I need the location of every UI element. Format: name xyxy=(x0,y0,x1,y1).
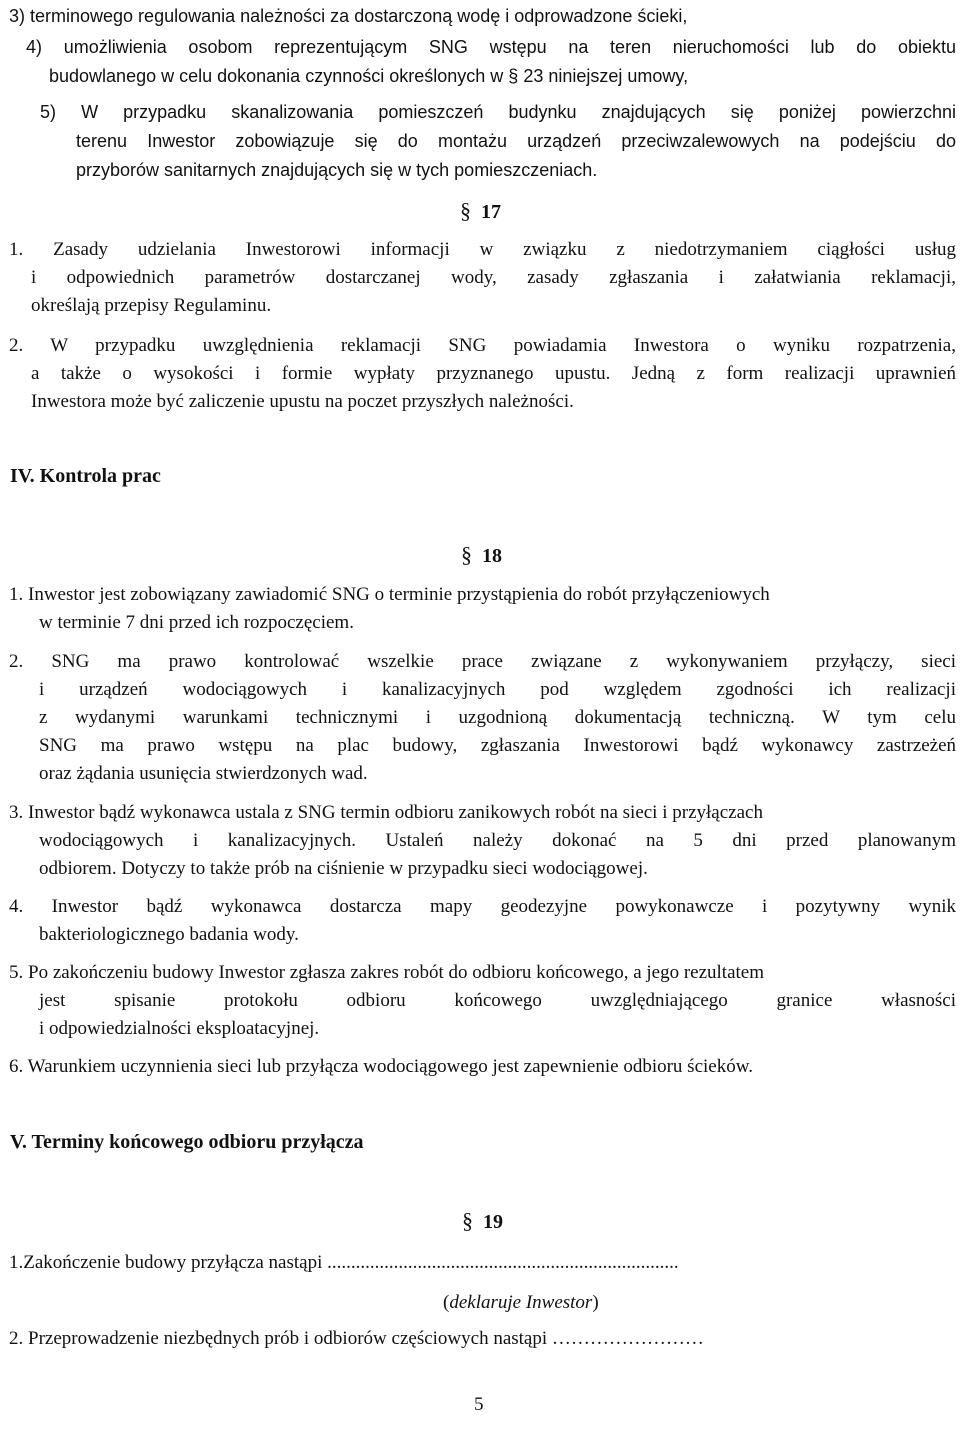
item-4-text-a: budowlanego w celu dokonania czynności określonych w xyxy=(49,66,504,86)
section-17-heading xyxy=(460,196,501,227)
s19-p1-note xyxy=(443,1288,599,1317)
s18-p2-line-3: z wydanymi warunkami technicznymi i uzgodnioną dokumentacją techniczną. W tym celu xyxy=(39,707,956,728)
s19-p1: 1.Zakończenie budowy przyłącza nastąpi .......................................................................... xyxy=(9,1252,679,1273)
s18-p5-line-1: 5. Po zakończeniu budowy Inwestor zgłasza zakres robót do odbioru końcowego, a jego rezultatem xyxy=(9,962,765,983)
s18-p2-line-1: 2. SNG ma prawo kontrolować wszelkie prace związane z wykonywaniem przyłączy, sieci xyxy=(9,651,956,672)
s17-p2-line-3: Inwestora może być zaliczenie upustu na poczet przyszłych należności. xyxy=(31,391,574,412)
section-19-heading xyxy=(462,1206,503,1237)
s17-p1-line-2: i odpowiednich parametrów dostarczanej wody, zasady zgłaszania i załatwiania reklamacji, xyxy=(31,267,956,288)
chapter-5-title: V. Terminy końcowego odbioru przyłącza xyxy=(10,1131,364,1153)
s18-p2-line-4: SNG ma prawo wstępu na plac budowy, zgłaszania Inwestorowi bądź wykonawcy zastrzeżeń xyxy=(39,735,956,756)
note-paren-close: ) xyxy=(592,1292,599,1313)
section-symbol: § xyxy=(462,1208,473,1233)
s17-p1-line-1: 1. Zasady udzielania Inwestorowi informacji w związku z niedotrzymaniem ciągłości usług xyxy=(9,239,956,260)
s18-p5-line-2: jest spisanie protokołu odbioru końcowego uwzględniającego granice własności xyxy=(39,990,956,1011)
item-4-line-1: 4) umożliwienia osobom reprezentującym SNG wstępu na teren nieruchomości lub do obiektu xyxy=(26,37,956,57)
item-4-text-b: 23 niniejszej umowy, xyxy=(523,66,689,86)
section-symbol: § xyxy=(460,198,471,223)
s18-p6: 6. Warunkiem uczynnienia sieci lub przyłącza wodociągowego jest zapewnienie odbioru ścieków. xyxy=(9,1056,753,1077)
s17-p2-line-2: a także o wysokości i formie wypłaty przyznanego upustu. Jedną z form realizacji uprawnień xyxy=(31,363,956,384)
page-number: 5 xyxy=(474,1394,484,1415)
s18-p4-line-1: 4. Inwestor bądź wykonawca dostarcza mapy geodezyjne powykonawcze i pozytywny wynik xyxy=(9,896,956,917)
s17-p2-line-1: 2. W przypadku uwzględnienia reklamacji SNG powiadamia Inwestora o wyniku rozpatrzenia, xyxy=(9,335,956,356)
s18-p1-line-2: w terminie 7 dni przed ich rozpoczęciem. xyxy=(39,612,354,633)
s18-p5-line-3: i odpowiedzialności eksploatacyjnej. xyxy=(39,1018,320,1039)
section-number: 17 xyxy=(481,201,501,223)
section-symbol: § xyxy=(508,66,519,86)
s17-p1-line-3: określają przepisy Regulaminu. xyxy=(31,295,272,316)
section-number: 19 xyxy=(483,1211,503,1233)
s18-p2-line-2: i urządzeń wodociągowych i kanalizacyjnych pod względem zgodności ich realizacji xyxy=(39,679,956,700)
chapter-4-title: IV. Kontrola prac xyxy=(10,465,161,487)
item-5-line-2: terenu Inwestor zobowiązuje się do montażu urządzeń przeciwzalewowych na podejściu do xyxy=(76,131,956,151)
item-3: 3) terminowego regulowania należności za dostarczoną wodę i odprowadzone ścieki, xyxy=(9,6,688,26)
s18-p3-line-1: 3. Inwestor bądź wykonawca ustala z SNG termin odbioru zanikowych robót na sieci i przyłączach xyxy=(9,802,763,823)
s18-p4-line-2: bakteriologicznego badania wody. xyxy=(39,924,299,945)
note-text: deklaruje Inwestor xyxy=(449,1292,593,1313)
item-5-line-1: 5) W przypadku skanalizowania pomieszczeń budynku znajdujących się poniżej powierzchni xyxy=(40,102,956,122)
s18-p2-line-5: oraz żądania usunięcia stwierdzonych wad. xyxy=(39,763,368,784)
section-symbol: § xyxy=(461,542,472,567)
section-18-heading xyxy=(461,540,502,571)
s18-p3-line-2: wodociągowych i kanalizacyjnych. Ustaleń należy dokonać na 5 dni przed planowanym xyxy=(39,830,956,851)
note-paren-open: ( xyxy=(443,1292,450,1313)
s18-p1-line-1: 1. Inwestor jest zobowiązany zawiadomić SNG o terminie przystąpienia do robót przyłączeniowych xyxy=(9,584,770,605)
item-5-line-3: przyborów sanitarnych znajdujących się w tych pomieszczeniach. xyxy=(76,160,598,180)
s18-p3-line-3: odbiorem. Dotyczy to także prób na ciśnienie w przypadku sieci wodociągowej. xyxy=(39,858,648,879)
section-number: 18 xyxy=(482,545,502,567)
s19-p2: 2. Przeprowadzenie niezbędnych prób i odbiorów częściowych nastąpi …………………… xyxy=(9,1328,704,1349)
item-4-line-2 xyxy=(49,62,688,91)
